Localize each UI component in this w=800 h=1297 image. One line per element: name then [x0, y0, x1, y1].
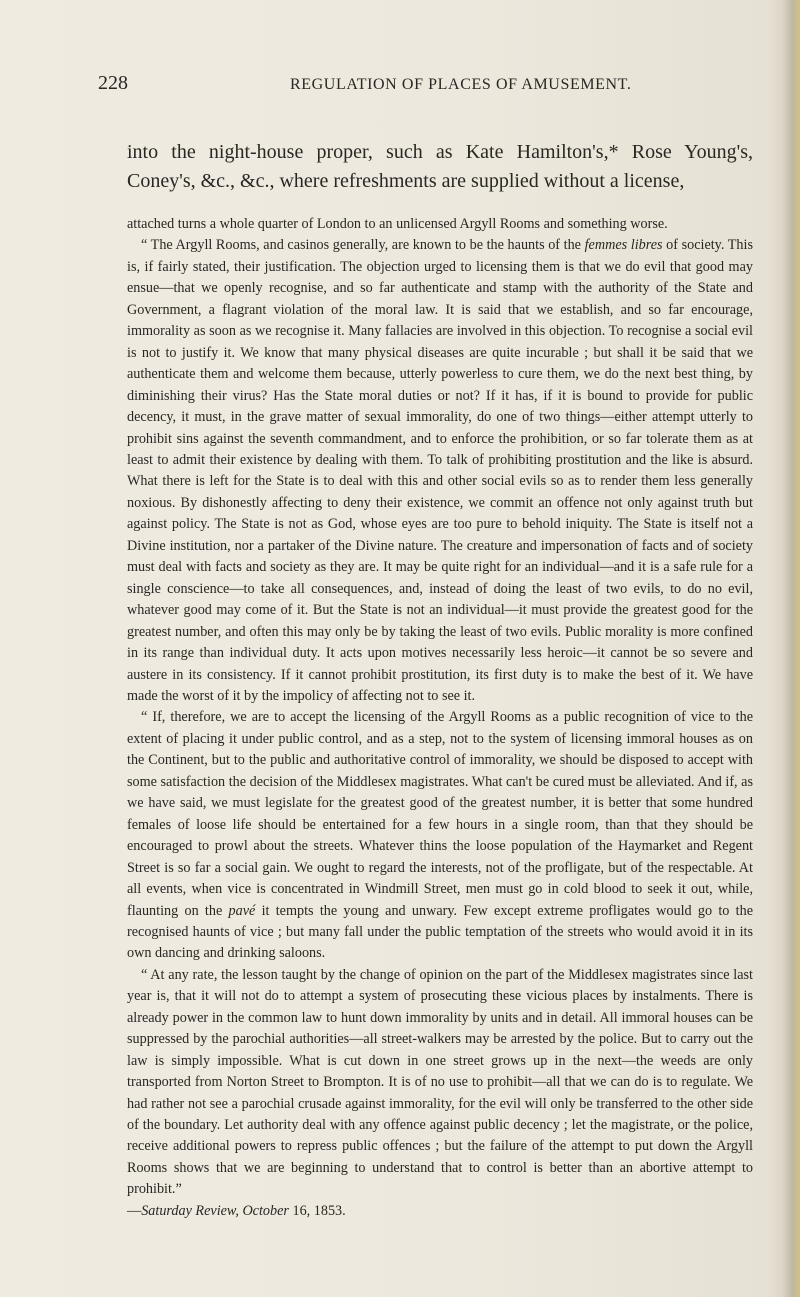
paragraph	[127, 707, 753, 964]
page-header	[98, 72, 738, 95]
paragraph-text: “ If, therefore, we are to accept the licensing of the Argyll Rooms as a public recognition of vice to the extent of placing it under public control, and as a step, not to the system of licensing immoral houses as on the Continent, but to the public and authoritative control of immorality, we should be disposed to accept with some satisfaction the decision of the Middlesex magistrates. What can't be cured must be alleviated. And if, as we have said, we must legislate for the greatest good of the greatest number, it is better that some hundred females of loose life should be entertained for a few hours in a single room, than that they should be encouraged to prowl about the streets. Whatever thins the loose population of the Haymarket and Regent Street is so far a social gain. We ought to regard the interests, not of the profligate, but of the respectable. At all events, when vice is concentrated in Windmill Street, men must go in cold blood to seek it out, while, flaunting on the	[127, 709, 753, 919]
lead-text: into the night-house proper, such as Kate Hamilton's,* Rose Young's, Coney's, &c., &c., where refreshments are supplied without a license,	[127, 141, 753, 192]
page-edge	[782, 0, 800, 1297]
paragraph-text: “ At any rate, the lesson taught by the change of opinion on the part of the Middlesex magistrates since last year is, that it will not do to attempt a system of prosecuting these vicious places by instalments. There is already power in the common law to hunt down immorality by units and in detail. All immoral houses can be suppressed by the parochial authorities—all street-walkers may be arrested by the police. But to carry out the law is simply impossible. What is cut down in one street grows up in the next—the weeds are only transported from Norton Street to Brompton. It is of no use to prohibit—all that we can do is to regulate. We had rather not see a parochial crusade against immorality, for the evil will only be transferred to the other side of the boundary. Let authority deal with any offence against public decency ; let the magistrate, or the police, receive additional powers to repress public offences ; but the failure of the attempt to put down the Argyll Rooms shows that we are beginning to understand that to control is better than an abortive attempt to prohibit.”	[127, 966, 753, 1198]
paragraph	[127, 214, 753, 235]
source-dash: —	[127, 1202, 142, 1219]
paragraph	[127, 235, 753, 707]
running-title: REGULATION OF PLACES OF AMUSEMENT.	[290, 76, 632, 93]
paragraph-text: it tempts the young and unwary. Few except extreme profligates would go to the recognised haunts of vice ; but many fall under the public temptation of the streets who would avoid it in its own dancing and drinking saloons.	[127, 902, 753, 962]
paragraph-text: “ The Argyll Rooms, and casinos generally, are known to be the haunts of the	[141, 237, 585, 254]
paragraph	[127, 965, 753, 1222]
page-number: 228	[98, 72, 128, 94]
paragraph-text: of society. This is, if fairly stated, their justification. The objection urged to licensing them is that we do evil that good may ensue—that we openly recognise, and so far authenticate and stamp with the authority of the State and Government, a flagrant violation of the moral law. It is said that we establish, and so far encourage, immorality as soon as we recognise it. Many fallacies are involved in this objection. To recognise a social evil is not to justify it. We know that many physical diseases are quite incurable ; but shall it be said that we authenticate them and welcome them because, utterly powerless to cure them, we do the next best thing, by diminishing their virus? Has the State moral duties or not? If it has, if it is bound to provide for public decency, it must, in the grave matter of sexual immorality, do one of two things—either attempt utterly to prohibit sins against the seventh commandment, and to enforce the prohibition, or so far tolerate them as at least to admit their existence by dealing with them. To talk of prohibiting prostitution and the like is absurd. What there is left for the State is to deal with this and other social evils so as to render them less generally noxious. By dishonestly affecting to deny their existence, we commit an offence not only against truth but against policy. The State is not as God, whose eyes are too pure to behold iniquity. The State is itself not a Divine institution, nor a partaker of the Divine nature. The creature and impersonation of facts and of society must deal with facts and society as they are. It may be quite right for an individual—and it is a safe rule for a single conscience—to take all consequences, and, instead of doing the least of two evils, to do no evil, whatever good may come of it. But the State is not an individual—it must provide the greatest good for the greatest number, and often this may only be by taking the least of two evils. Public morality is more confined in its range than individual duty. It acts upon motives necessarily less heroic—it cannot be so severe and austere in its consistency. If it cannot prohibit prostitution, its first duty is to make the best of it. We have made the worst of it by the impolicy of affecting not to see it.	[127, 237, 753, 704]
source-citation: Saturday Review, October	[141, 1202, 289, 1219]
italic-phrase: pavé	[228, 902, 256, 919]
paragraph-text: attached turns a whole quarter of London to an unlicensed Argyll Rooms and something worse.	[127, 216, 668, 232]
italic-phrase: femmes libres	[584, 237, 663, 254]
quoted-passage	[127, 214, 753, 1222]
source-date: 16, 1853.	[288, 1202, 346, 1219]
